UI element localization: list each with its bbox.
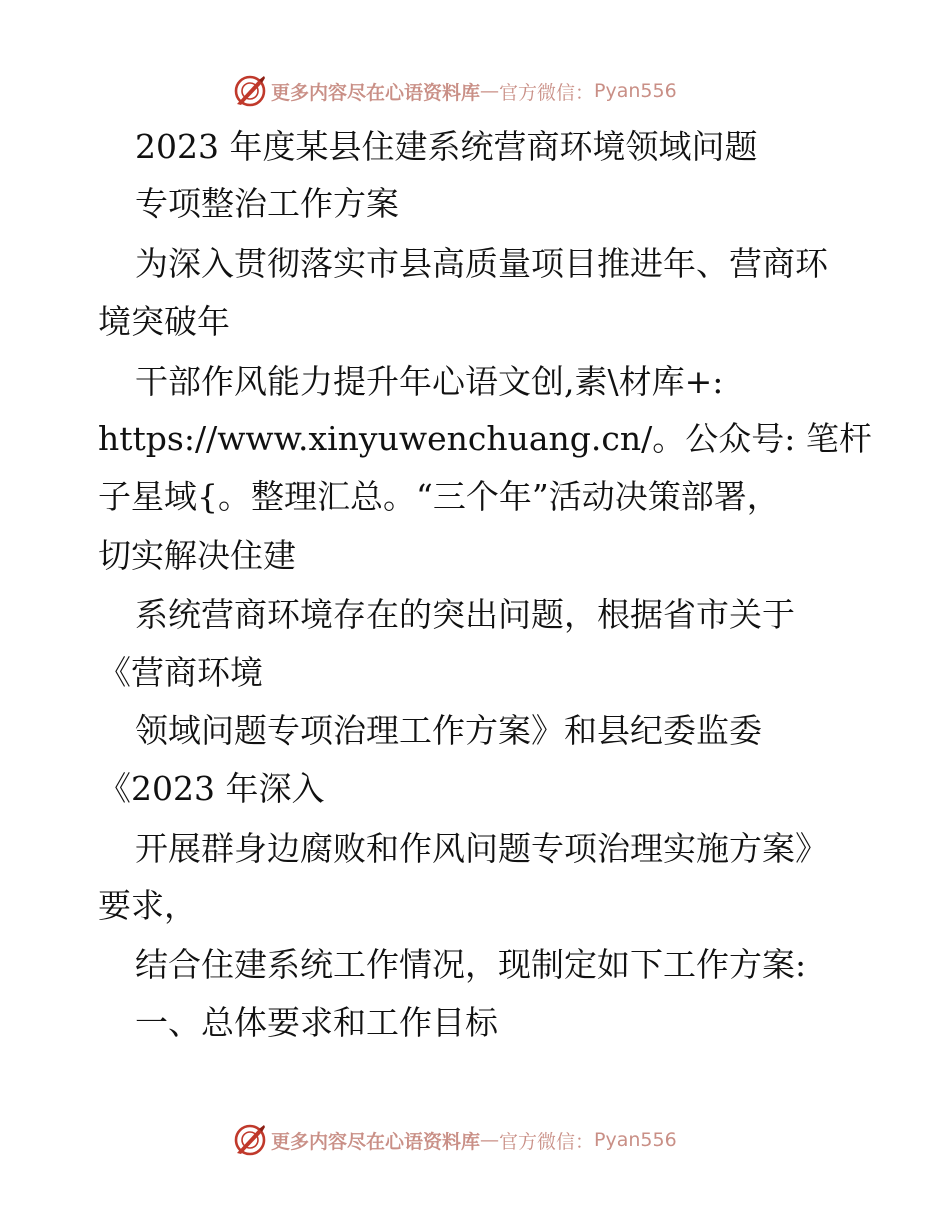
doc-paragraph-line: 结合住建系统工作情况，现制定如下工作方案: xyxy=(135,945,807,984)
doc-section-heading: 一、总体要求和工作目标 xyxy=(135,1003,498,1042)
watermark-separator: — xyxy=(480,80,500,102)
doc-title-line-1: 2023 年度某县住建系统营商环境领域问题 xyxy=(135,127,758,166)
doc-paragraph-line: 《2023 年深入 xyxy=(98,769,325,808)
quill-seal-icon xyxy=(233,1123,267,1157)
watermark-brand-text: 更多内容尽在心语资料库 xyxy=(271,1130,481,1153)
watermark-separator: — xyxy=(480,1129,500,1151)
doc-paragraph-line: 开展群身边腐败和作风问题专项治理实施方案》 xyxy=(135,829,828,868)
doc-paragraph-line: 切实解决住建 xyxy=(98,536,296,575)
doc-paragraph-line: https://www.xinyuwenchuang.cn/。公众号: 笔杆 xyxy=(98,419,872,458)
watermark-brand-text: 更多内容尽在心语资料库 xyxy=(271,81,481,104)
quill-seal-icon xyxy=(233,74,267,108)
doc-paragraph-line: 《营商环境 xyxy=(98,653,263,692)
doc-paragraph-line: 系统营商环境存在的突出问题，根据省市关于 xyxy=(135,595,795,634)
watermark-contact-label: 官方微信： xyxy=(499,1130,595,1153)
doc-paragraph-line: 干部作风能力提升年心语文创,素\材库+: xyxy=(135,362,724,401)
doc-paragraph-line: 要求， xyxy=(98,886,197,925)
footer-watermark xyxy=(233,1120,677,1160)
watermark-contact-id: Pyan556 xyxy=(594,80,677,102)
doc-paragraph-line: 领域问题专项治理工作方案》和县纪委监委 xyxy=(135,711,762,750)
doc-paragraph-line: 子星域{。整理汇总。“三个年”活动决策部署， xyxy=(98,477,780,516)
doc-paragraph-line: 为深入贯彻落实市县高质量项目推进年、营商环 xyxy=(135,244,828,283)
doc-paragraph-line: 境突破年 xyxy=(98,302,230,341)
header-watermark xyxy=(233,71,677,111)
doc-title-line-2: 专项整治工作方案 xyxy=(135,184,399,223)
watermark-contact-id: Pyan556 xyxy=(594,1129,677,1151)
watermark-contact-label: 官方微信： xyxy=(499,81,595,104)
